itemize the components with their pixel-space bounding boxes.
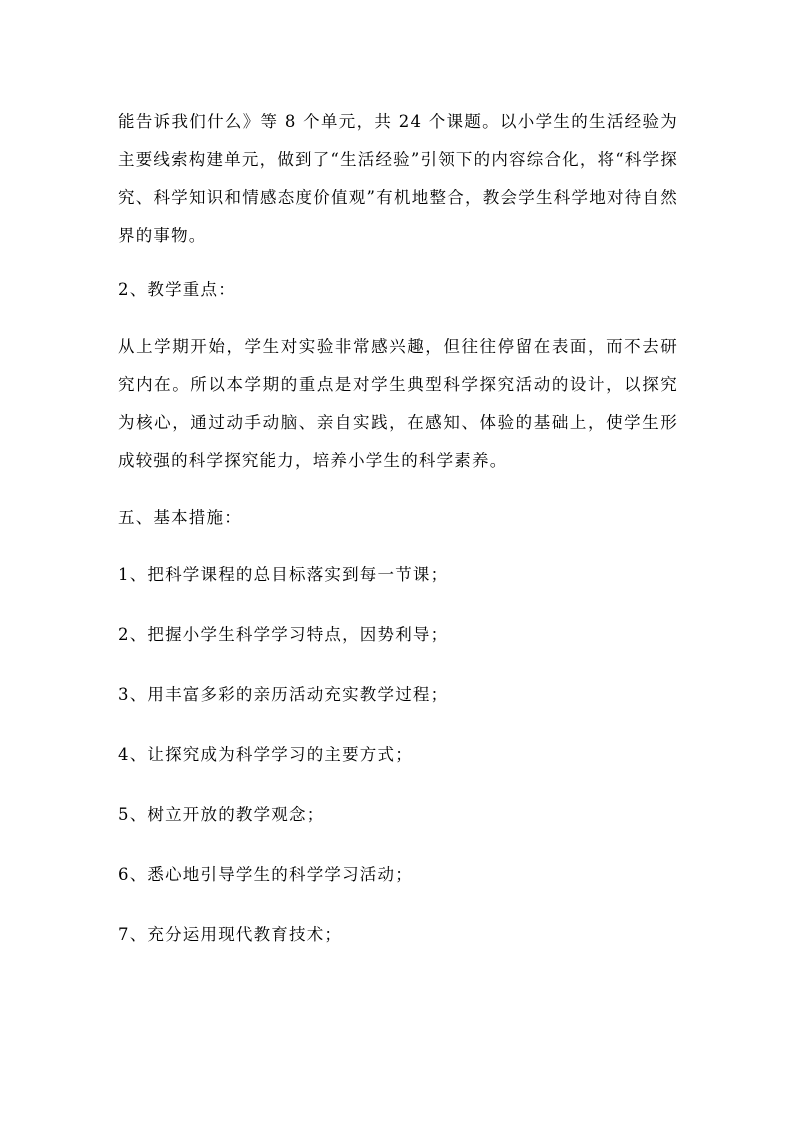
intro-paragraph: 能告诉我们什么》等 8 个单元，共 24 个课题。以小学生的生活经验为主要线索构建单元，做到了“生活经验”引领下的内容综合化，将“科学探究、科学知识和情感态度价值观”有机地整合，教会学生科学地对待自然界的事物。 — [118, 112, 678, 245]
list-item: 1、把科学课程的总目标落实到每一节课； — [118, 565, 449, 584]
section-heading-teaching-focus: 2、教学重点： — [118, 280, 236, 299]
list-item: 5、树立开放的教学观念； — [118, 805, 325, 824]
measures-list — [118, 556, 678, 954]
list-item: 4、让探究成为科学学习的主要方式； — [118, 745, 413, 764]
document-body — [118, 103, 678, 976]
list-item: 6、悉心地引导学生的科学学习活动； — [118, 865, 413, 884]
list-item: 3、用丰富多彩的亲历活动充实教学过程； — [118, 685, 449, 704]
section-heading-basic-measures: 五、基本措施： — [118, 508, 242, 527]
teaching-focus-paragraph: 从上学期开始，学生对实验非常感兴趣，但往往停留在表面，而不去研究内在。所以本学期的重点是对学生典型科学探究活动的设计，以探究为核心，通过动手动脑、亲自实践，在感知、体验的基础上，使学生形成较强的科学探究能力，培养小学生的科学素养。 — [118, 337, 678, 470]
list-item: 2、把握小学生科学学习特点，因势利导； — [118, 625, 449, 644]
list-item: 7、充分运用现代教育技术； — [118, 925, 343, 944]
